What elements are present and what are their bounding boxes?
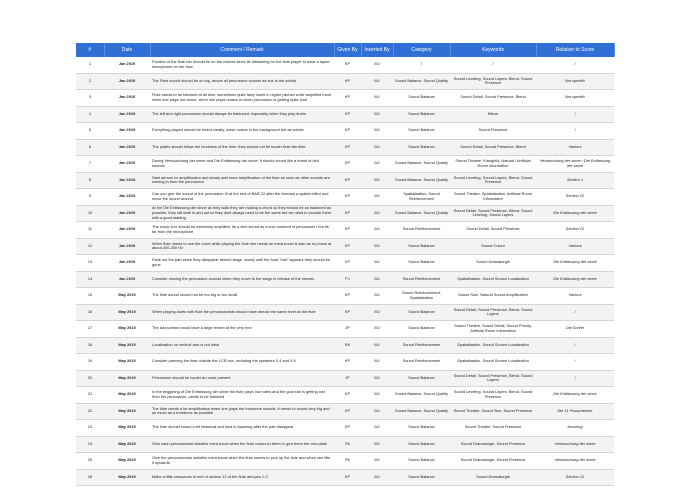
row-relation: Section 12 — [536, 469, 614, 486]
table-row[interactable] — [76, 255, 614, 272]
table-row[interactable] — [76, 73, 614, 90]
row-given-by: KP — [334, 90, 361, 107]
row-remark: Fade out the part when they disappear behind stage, slowly until the fund "huh" appears they should be gone — [150, 255, 334, 272]
row-date: May 2019 — [104, 321, 150, 338]
row-category: Sound Balance — [393, 420, 450, 437]
row-relation: Section 22 — [536, 189, 614, 206]
row-date: Jan 2019 — [104, 106, 150, 123]
row-date: Jan 2019 — [104, 222, 150, 239]
row-relation: / — [536, 106, 614, 123]
row-number: 7 — [76, 156, 104, 173]
table-row[interactable] — [76, 106, 614, 123]
row-date: May 2019 — [104, 387, 150, 404]
table-row[interactable] — [76, 453, 614, 470]
table-row[interactable] — [76, 90, 614, 107]
row-given-by: KP — [334, 387, 361, 404]
row-inserted-by: MJ — [361, 238, 393, 255]
row-given-by: KP — [334, 106, 361, 123]
row-date: Jan 2019 — [104, 57, 150, 73]
row-inserted-by: MJ — [361, 172, 393, 189]
row-inserted-by: MJ — [361, 189, 393, 206]
table-row[interactable] — [76, 304, 614, 321]
row-number: 6 — [76, 139, 104, 156]
row-category: Sound Balance — [393, 469, 450, 486]
row-number: 26 — [76, 469, 104, 486]
row-category: Sound Balance, Sound Quality — [393, 73, 450, 90]
row-given-by: KP — [334, 304, 361, 321]
row-keywords: Spatialisation, Sound Source Localisation — [450, 337, 536, 354]
row-given-by: JP — [334, 370, 361, 387]
table-row[interactable] — [76, 123, 614, 140]
row-number: 8 — [76, 172, 104, 189]
table-row[interactable] — [76, 354, 614, 371]
row-inserted-by: MJ — [361, 370, 393, 387]
row-inserted-by: MJ — [361, 106, 393, 123]
row-inserted-by: MJ — [361, 222, 393, 239]
row-keywords: Spatialisation, Sound Source Localisation — [450, 354, 536, 371]
row-inserted-by: MJ — [361, 304, 393, 321]
row-number: 4 — [76, 106, 104, 123]
row-number: 18 — [76, 337, 104, 354]
table-row[interactable] — [76, 57, 614, 73]
row-given-by: KP — [334, 469, 361, 486]
row-relation: Vertauschung der sinne / Die Entfassung der sinne — [536, 156, 614, 173]
row-number: 22 — [76, 403, 104, 420]
row-number: 23 — [76, 420, 104, 437]
row-remark: At the Die Entfassung der sinne as they walk they are making a chord so they should be as balanced as possible, they will fade in and out so they dont always need to be the same but we need to provide them with a good starting — [150, 205, 334, 222]
row-given-by: KP — [334, 189, 361, 206]
row-given-by: KP — [334, 57, 361, 73]
row-date: May 2019 — [104, 370, 150, 387]
table-row[interactable] — [76, 156, 614, 173]
row-inserted-by: MJ — [361, 90, 393, 107]
row-given-by: KP — [334, 255, 361, 272]
table-row[interactable] — [76, 469, 614, 486]
row-given-by: PJ — [334, 271, 361, 288]
row-category: Sound Balance, Sound Quality — [393, 172, 450, 189]
row-category: Sound Balance — [393, 255, 450, 272]
row-remark: When playing duets with flute the percussionists should have almost the same level as the flute — [150, 304, 334, 321]
row-date: May 2019 — [104, 304, 150, 321]
row-category: Sound Balance, Sound Quality — [393, 403, 450, 420]
row-relation: / — [536, 123, 614, 140]
row-inserted-by: MJ — [361, 453, 393, 470]
table-body — [76, 57, 614, 486]
row-category: Sound Balance — [393, 453, 450, 470]
row-number: 21 — [76, 387, 104, 404]
row-category: Sound Balance, Sound Quality — [393, 205, 450, 222]
row-relation: Various — [536, 288, 614, 305]
row-number: 1 — [76, 57, 104, 73]
row-keywords: Sound Leveling, Sound Layers, Blend, Sound Presence — [450, 172, 536, 189]
col-header-number[interactable]: # — [76, 43, 104, 57]
row-keywords: Sound Presence — [450, 123, 536, 140]
row-category: / — [393, 57, 450, 73]
row-given-by: KP — [334, 123, 361, 140]
row-inserted-by: MJ — [361, 337, 393, 354]
row-relation: Auszeug — [536, 420, 614, 437]
row-keywords: Sound Detail, Sound Presence, Blend — [450, 90, 536, 107]
row-keywords: Sound Dramaturgie, Sound Presence — [450, 453, 536, 470]
col-header-relation[interactable]: Relation to Score — [536, 43, 614, 57]
row-keywords: Sound Detail, Sound Presence, Blend, Sound Leveling, Sound Layers — [450, 205, 536, 222]
row-category: Sound Balance — [393, 123, 450, 140]
row-date: Jan 2019 — [104, 139, 150, 156]
row-remark: Flute needs to be followed at all time, sometimes quite fairly lower in higher pitches while amplified more when she plays low tones, when she plays noises or when percussion is getting quite loud — [150, 90, 334, 107]
row-given-by: KP — [334, 354, 361, 371]
row-given-by: PA — [334, 436, 361, 453]
row-relation: Not specific — [536, 73, 614, 90]
row-given-by: KP — [334, 205, 361, 222]
row-given-by: KP — [334, 73, 361, 90]
row-keywords: Sound Detail, Sound Presence — [450, 222, 536, 239]
row-category: Sound Reinforcement — [393, 337, 450, 354]
row-inserted-by: MJ — [361, 403, 393, 420]
row-inserted-by: MJ — [361, 469, 393, 486]
table-header-row — [76, 43, 614, 57]
row-category: Sound Balance, Sound Quality — [393, 387, 450, 404]
row-remark: The music box should be extremely amplified, its a nice sound as a solo moment of percussion I but its far from the microphone — [150, 222, 334, 239]
table-row[interactable] — [76, 222, 614, 239]
table-row[interactable] — [76, 337, 614, 354]
row-category: Sound Balance — [393, 370, 450, 387]
feedback-table — [76, 43, 615, 486]
row-remark: When flute needs to use the voice while playing the flute she needs an extra boost & also an eq boost at about 200-250 Hz — [150, 238, 334, 255]
row-remark: Make a little crescendo in end of section 12 of the flute and jars 1-3 — [150, 469, 334, 486]
row-number: 15 — [76, 288, 104, 305]
row-given-by: PA — [334, 453, 361, 470]
row-inserted-by: MJ — [361, 123, 393, 140]
row-remark: The flute needs a lot amplification when she plays the trombone sounds, it needs to sound very big and as much as a trombone as possible — [150, 403, 334, 420]
row-relation: Section 22 — [536, 222, 614, 239]
row-remark: Localisation on vertical axis is not ideal — [150, 337, 334, 354]
row-remark: Position of the flute mic should be on the clothes since its distracting for the flute player to have a taped microphone on her face — [150, 57, 334, 73]
row-keywords: Sound Theatre, Spatialisation, Artificial Room Information — [450, 189, 536, 206]
row-given-by: KP — [334, 420, 361, 437]
table-row[interactable] — [76, 172, 614, 189]
row-number: 3 — [76, 90, 104, 107]
table-row[interactable] — [76, 370, 614, 387]
row-given-by: KP — [334, 172, 361, 189]
table-row[interactable] — [76, 403, 614, 420]
row-inserted-by: MJ — [361, 205, 393, 222]
row-given-by: RK — [334, 337, 361, 354]
table-row[interactable] — [76, 321, 614, 338]
row-date: Jan 2019 — [104, 123, 150, 140]
row-keywords: Sound Dramaturgie — [450, 469, 536, 486]
row-remark: Give the percussionists whistles extra boost when the flute comes to pick up the flute and when she lifts it upwards — [150, 453, 334, 470]
row-number: 11 — [76, 222, 104, 239]
row-inserted-by: MJ — [361, 387, 393, 404]
row-keywords: Sound Dramaturgie, Sound Presence — [450, 436, 536, 453]
row-relation: Not specific — [536, 90, 614, 107]
row-number: 12 — [76, 238, 104, 255]
row-category: Sound Reinforcement — [393, 354, 450, 371]
row-category: Sound Balance — [393, 139, 450, 156]
row-given-by: KP — [334, 288, 361, 305]
row-number: 9 — [76, 189, 104, 206]
row-number: 19 — [76, 354, 104, 371]
row-relation: Die 11 Posaunetone — [536, 403, 614, 420]
row-keywords: Sound Theatre, Sound Presence — [450, 420, 536, 437]
row-number: 10 — [76, 205, 104, 222]
col-header-inserted-by[interactable]: Inserted By — [361, 43, 393, 57]
row-remark: The flute sound should not be too big or too small — [150, 288, 334, 305]
row-number: 16 — [76, 304, 104, 321]
row-keywords: Sound Theatre, Sound Detail, Sound Priority, Artificial Room Information — [450, 321, 536, 338]
row-inserted-by: MJ — [361, 436, 393, 453]
row-category: Sound Balance — [393, 90, 450, 107]
col-header-keywords[interactable]: Keywords — [450, 43, 536, 57]
row-number: 25 — [76, 453, 104, 470]
row-number: 20 — [76, 370, 104, 387]
row-keywords: Spatialisation, Sound Source Localisation — [450, 271, 536, 288]
row-remark: Can you give the sound of the percussion III at the end of BAR 22 after the fermata a spatial effect and move the sound around — [150, 189, 334, 206]
row-inserted-by: MJ — [361, 420, 393, 437]
table-row[interactable] — [76, 387, 614, 404]
row-inserted-by: MJ — [361, 73, 393, 90]
table-row[interactable] — [76, 189, 614, 206]
table-row[interactable] — [76, 271, 614, 288]
row-date: Jan 2019 — [104, 205, 150, 222]
row-given-by: KP — [334, 222, 361, 239]
row-category: Sound Reinforcement, Spatialisation — [393, 288, 450, 305]
row-relation: Die Entfassung der sinne — [536, 387, 614, 404]
row-relation: Die Entfassung der sinne — [536, 205, 614, 222]
row-date: May 2019 — [104, 354, 150, 371]
row-inserted-by: MJ — [361, 288, 393, 305]
row-date: Jan 2019 — [104, 238, 150, 255]
row-date: May 2019 — [104, 436, 150, 453]
row-date: Jan 2019 — [104, 255, 150, 272]
row-keywords: Sound Leveling, Sound Layers, Blend, Sound Presence — [450, 387, 536, 404]
row-category: Sound Balance — [393, 106, 450, 123]
row-remark: The plates should follow the loudness of the flute, they should not be louder than the flute — [150, 139, 334, 156]
row-remark: Everything played should be heard clearly, noise noises in the background but as soloist — [150, 123, 334, 140]
row-keywords: Sound Detail, Sound Presence, Blend — [450, 139, 536, 156]
row-category: Sound Balance — [393, 436, 450, 453]
row-date: May 2019 — [104, 420, 150, 437]
row-category: Sound Balance — [393, 304, 450, 321]
table-row[interactable] — [76, 139, 614, 156]
row-keywords: Sound Leveling, Sound Layers, Blend, Sound Presence — [450, 73, 536, 90]
row-date: Jan 2019 — [104, 189, 150, 206]
col-header-date[interactable]: Date — [104, 43, 150, 57]
row-relation: Die Entfassung der sinne — [536, 271, 614, 288]
row-inserted-by: MJ — [361, 321, 393, 338]
row-given-by: KP — [334, 403, 361, 420]
row-remark: The Flute sound should be on top, above all percussion sounds as she is the soloist — [150, 73, 334, 90]
row-given-by: KP — [334, 139, 361, 156]
row-relation: / — [536, 304, 614, 321]
row-inserted-by: MJ — [361, 255, 393, 272]
row-number: 24 — [76, 436, 104, 453]
row-inserted-by: MJ — [361, 139, 393, 156]
row-given-by: JP — [334, 321, 361, 338]
col-header-remark[interactable]: Comment / Remark — [150, 43, 334, 57]
row-relation: / — [536, 57, 614, 73]
row-inserted-by: MJ — [361, 57, 393, 73]
row-relation: / — [536, 337, 614, 354]
col-header-given-by[interactable]: Given By — [334, 43, 361, 57]
row-date: May 2019 — [104, 453, 150, 470]
row-date: Jan 2019 — [104, 172, 150, 189]
row-remark: Percussion should be louder an more present — [150, 370, 334, 387]
row-relation: Section 1 — [536, 172, 614, 189]
row-keywords: Sound Theatre, Sound Size, Sound Presence — [450, 403, 536, 420]
table-row[interactable] — [76, 420, 614, 437]
row-number: 2 — [76, 73, 104, 90]
row-date: Jan 2019 — [104, 156, 150, 173]
row-date: May 2019 — [104, 469, 150, 486]
col-header-category[interactable]: Category — [393, 43, 450, 57]
row-category: Spatialisation, Sound Reinforcement — [393, 189, 450, 206]
row-keywords: Sound Theatre, Klangbild, Natural / Artificial Room Information — [450, 156, 536, 173]
row-category: Sound Balance, Sound Quality — [393, 156, 450, 173]
row-date: May 2019 — [104, 337, 150, 354]
row-keywords: Sound Colour — [450, 238, 536, 255]
row-remark: The left and right percussion should always be balanced, especially when they play duets — [150, 106, 334, 123]
row-inserted-by: MJ — [361, 156, 393, 173]
row-relation: / — [536, 370, 614, 387]
row-keywords: / — [450, 57, 536, 73]
row-date: Jan 2019 — [104, 73, 150, 90]
row-keywords: Sound Detail, Sound Presence, Blend, Sound Layers — [450, 370, 536, 387]
table-row[interactable] — [76, 436, 614, 453]
row-relation: Vertauschung der sinne — [536, 453, 614, 470]
row-category: Sound Reinforcement — [393, 271, 450, 288]
row-inserted-by: MJ — [361, 354, 393, 371]
row-keywords: Sound Detail, Sound Presence, Blend, Sound Layers — [450, 304, 536, 321]
row-remark: During Vertauschung der sinne and Die Entfassung der sinne: It should sound like a forest of bird sounds — [150, 156, 334, 173]
row-number: 17 — [76, 321, 104, 338]
row-given-by: KP — [334, 238, 361, 255]
row-number: 14 — [76, 271, 104, 288]
table-row[interactable] — [76, 205, 614, 222]
row-remark: The flute should sound a bit historical and loud in Auszeug after the part disappear — [150, 420, 334, 437]
row-remark: Give each percussionist whistles extra boost when the flute comes to them to give them the new plate — [150, 436, 334, 453]
row-relation: Die Schrei — [536, 321, 614, 338]
row-relation: Die Entfassung der sinne — [536, 255, 614, 272]
table-row[interactable] — [76, 238, 614, 255]
row-remark: In the beggining of Die Entfassung der sinne the flute plays low notes and the gold she is getting lost from the percussion, needs to be followed — [150, 387, 334, 404]
row-category: Sound Reinforcement — [393, 222, 450, 239]
row-remark: Consider panning the flute outside the LCR box, including the speakers 0-4 and 0-5 — [150, 354, 334, 371]
row-keywords: Sound Dramaturgie — [450, 255, 536, 272]
row-remark: The last scream could have a large reverb at the very end — [150, 321, 334, 338]
row-relation: / — [536, 354, 614, 371]
row-relation: Various — [536, 139, 614, 156]
row-remark: Start almost no amplification and slowly add more amplification of the flute as soon as other sounds are coming in from the percussion — [150, 172, 334, 189]
row-remark: Consider moving the percussion sounds when they move to the stage in release of the senses — [150, 271, 334, 288]
row-date: May 2019 — [104, 403, 150, 420]
row-date: Jan 2019 — [104, 271, 150, 288]
table-row[interactable] — [76, 288, 614, 305]
row-number: 5 — [76, 123, 104, 140]
row-relation: Vertauschung der sinne — [536, 436, 614, 453]
row-keywords: Sound Size, Natural Sound Amplification — [450, 288, 536, 305]
row-number: 13 — [76, 255, 104, 272]
row-date: Jan 2019 — [104, 90, 150, 107]
row-inserted-by: MJ — [361, 271, 393, 288]
row-date: May 2019 — [104, 288, 150, 305]
row-relation: Various — [536, 238, 614, 255]
row-keywords: Blend — [450, 106, 536, 123]
row-category: Sound Balance — [393, 321, 450, 338]
row-given-by: KP — [334, 156, 361, 173]
row-category: Sound Balance — [393, 238, 450, 255]
